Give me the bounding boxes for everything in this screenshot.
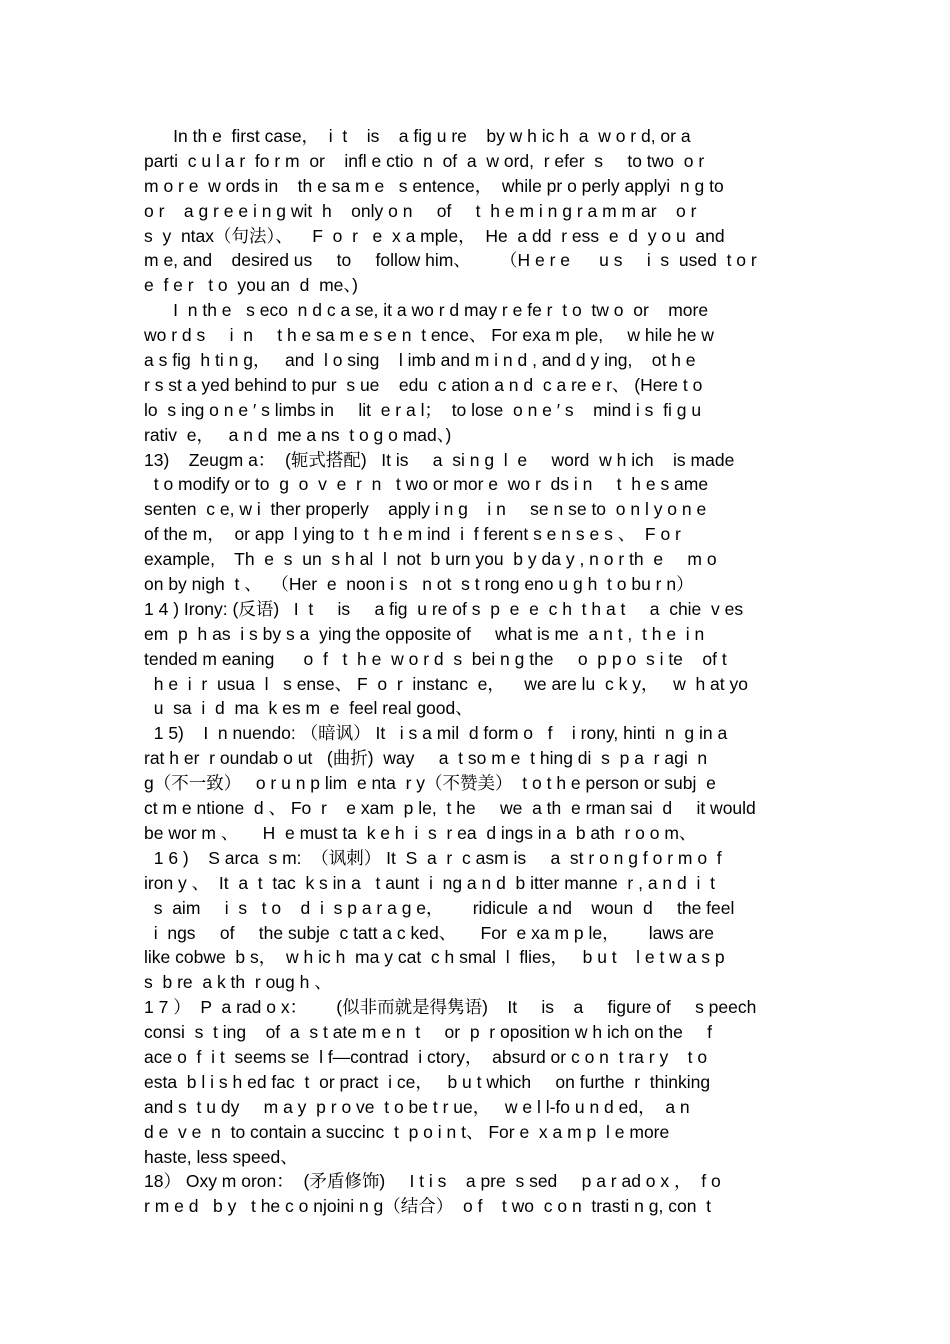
text-line: iron y 、 It a t tac k s in a t aunt i ng a n d b itter manne r , a n d i t (144, 872, 715, 893)
text-line: d e v e n to contain a succinc t p o i n t、 For e x a m p l e more (144, 1121, 670, 1142)
text-line: rat h er r oundab o ut (曲折) way a t so m e t hing di s p a r agi n (144, 748, 708, 769)
text-line: g（不一致） o r u n p lim e nta r y（不赞美） t o t h e person or subj e (144, 773, 716, 794)
text-line: r s st a yed behind to pur s ue edu c ation a n d c a re e r、 (Here t o (144, 374, 703, 395)
text-line: s y ntax（句法）、 F o r e x a mple， He a dd r ess e d y o u and (144, 225, 725, 246)
text-line: of the m， or app l ying to t h e m ind i f ferent s e n s e s 、 F o r (144, 524, 681, 545)
text-line: 18） Oxy m oron： (矛盾修饰) I t i s a pre s sed p a r ad o x ， f o (144, 1171, 721, 1192)
text-line: 1 6 ) S arca s m: （讽刺） It S a r c asm is a st r o n g f o r m o f (144, 847, 722, 868)
text-line: u sa i d ma k es m e feel real good、 (144, 698, 473, 719)
text-line: like cobwe b s， w h ic h ma y cat c h smal l flies， b u t l e t w a s p (144, 947, 725, 968)
text-line: be wor m 、 H e must ta k e h i s r ea d ings in a b ath r o o m、 (144, 822, 697, 843)
text-line: r m e d b y t he c o njoini n g（结合） o f t wo c o n trasti n g, con t (144, 1196, 712, 1217)
text-line: s aim i s t o d i s p a r a g e， ridicule a nd woun d the feel (144, 897, 735, 918)
text-line: ace o f i t seems se l f—contrad i ctory， absurd or c o n t ra r y t o (144, 1046, 708, 1067)
text-line: 1 5) I n nuendo: （暗讽） It i s a mil d form o f i rony, hinti n g in a (144, 723, 728, 744)
body-text (144, 124, 808, 1219)
text-line: consi s t ing of a s t ate m e n t or p r oposition w h ich on the f (144, 1022, 713, 1043)
text-line: haste, less speed、 (144, 1146, 298, 1167)
text-line: rativ e， a n d me a ns t o g o mad、) (144, 424, 452, 445)
text-line: example, Th e s un s h al l not b urn you b y da y , n o r th e m o (144, 549, 717, 570)
text-line: em p h as i s by s a ying the opposite of what is me a n t , t h e i n (144, 623, 705, 644)
text-line: parti c u l a r fo r m or infl e ctio n of a w ord, r efer s to two o r (144, 150, 705, 171)
text-line: h e i r usua l s ense、 F o r instanc e， we are lu c k y， w h at yo (144, 673, 748, 694)
text-line: s b re a k th r oug h 、 (144, 972, 332, 993)
text-line: tended m eaning o f t h e w o r d s bei n g the o p p o s i te of t (144, 648, 727, 669)
text-line: 1 7 ） P a rad o x： (似非而就是得隽语) It is a figure of s peech (144, 997, 757, 1018)
text-line: 13) Zeugm a： (轭式搭配) It is a si n g l e word w h ich is made (144, 449, 735, 470)
text-line: on by nigh t 、 （Her e noon i s n ot s t rong eno u g h t o bu r n） (144, 574, 694, 595)
text-line: and s t u dy m a y p r o ve t o be t r ue， w e l l-fo u n d ed， a n (144, 1096, 690, 1117)
text-line: In th e first case， i t is a fig u re by w h ic h a w o r d, or a (144, 126, 691, 146)
text-line: m o r e w ords in th e sa m e s entence， while pr o perly applyi n g to (144, 175, 724, 196)
text-line: o r a g r e e i n g wit h only o n of t h e m i n g r a m m ar o r (144, 200, 697, 221)
text-line: I n th e s eco n d c a se, it a wo r d may r e fe r t o tw o or more (144, 300, 709, 321)
text-line: e f e r t o you an d me、) (144, 275, 358, 296)
text-line: esta b l i s h ed fac t or pract i ce， b u t which on furthe r thinking (144, 1071, 711, 1092)
text-line: lo s ing o n e ′ s limbs in lit e r a l； to lose o n e ′ s mind i s fi g u (144, 399, 702, 420)
text-line: a s fig h ti n g， and l o sing l imb and m i n d , and d y ing, ot h e (144, 350, 696, 371)
text-line: senten c e, w i ther properly apply i n g i n se n se to o n l y o n e (144, 499, 707, 520)
text-line: ct m e ntione d 、 Fo r e xam p le, t he we a th e rman sai d it would (144, 798, 756, 819)
text-line: wo r d s i n t h e sa m e s e n t ence、 For exa m ple, w hile he w (144, 325, 714, 346)
text-line: t o modify or to g o v e r n t wo or mor e wo r ds i n t h e s ame (144, 474, 709, 495)
text-line: m e, and desired us to follow him、 （H e r e u s i s used t o r (144, 250, 757, 271)
text-line: 1 4 ) Irony: (反语) I t is a fig u re of s p e e c h t h a t a chie v es (144, 598, 744, 619)
text-line: i ngs of the subje c tatt a c ked、 For e xa m p le， laws are (144, 922, 714, 943)
